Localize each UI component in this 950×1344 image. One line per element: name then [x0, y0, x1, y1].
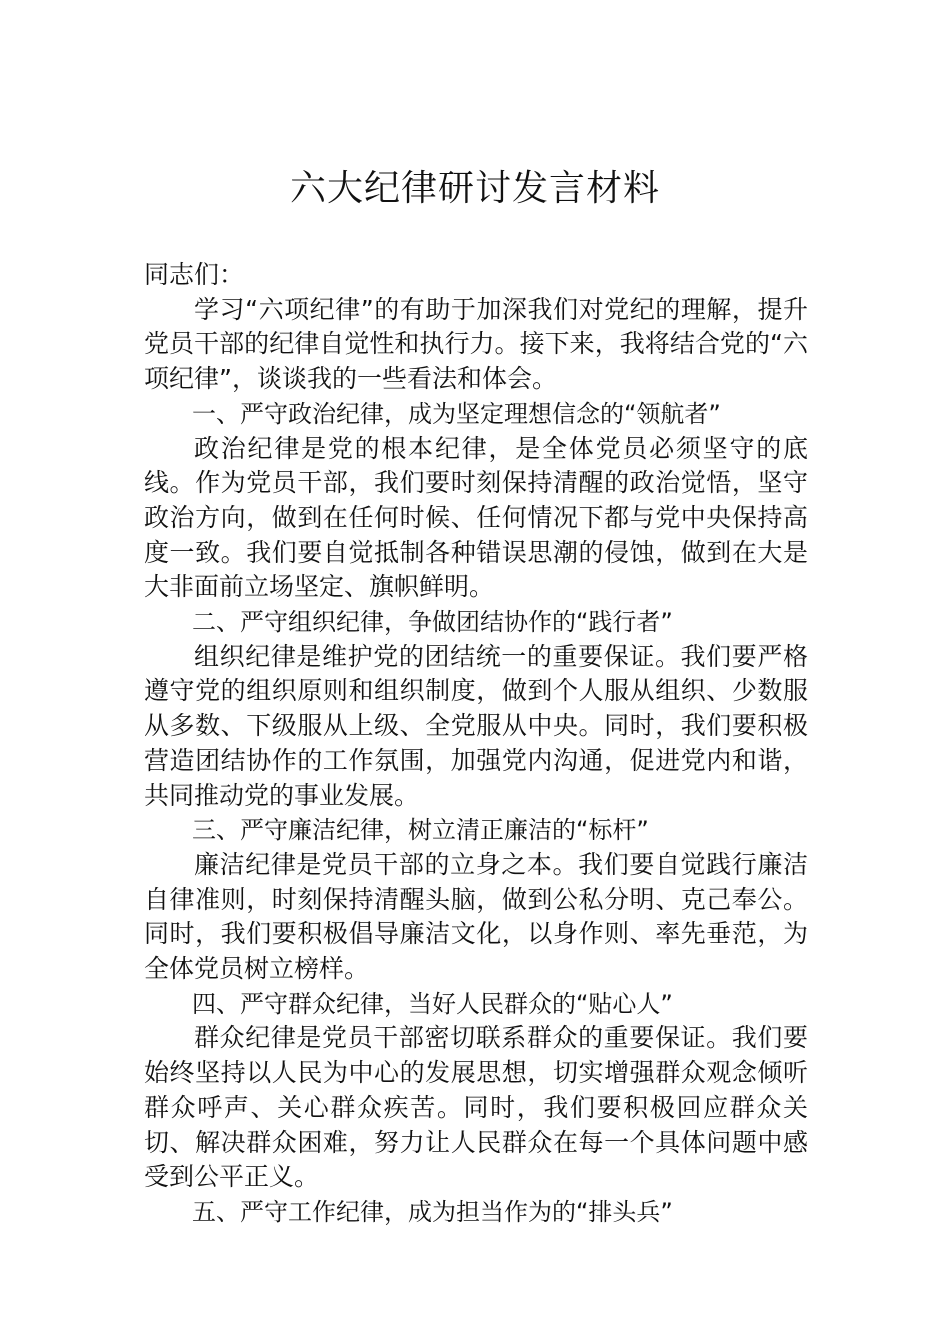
section-body-3: 廉洁纪律是党员干部的立身之本。我们要自觉践行廉洁自律准则，时刻保持清醒头脑，做到公私分明、克己奉公。同时，我们要积极倡导廉洁文化，以身作则、率先垂范，为全体党员树立榜样。 — [144, 849, 808, 984]
section-heading-2: 二、严守组织纪律，争做团结协作的“践行者” — [192, 608, 673, 637]
section-heading-4: 四、严守群众纪律，当好人民群众的“贴心人” — [192, 989, 673, 1018]
salutation: 同志们： — [144, 260, 245, 289]
section-body-4: 群众纪律是党员干部密切联系群众的重要保证。我们要始终坚持以人民为中心的发展思想，切实增强群众观念倾听群众呼声、关心群众疾苦。同时，我们要积极回应群众关切、解决群众困难，努力让人民群众在每一个具体问题中感受到公平正义。 — [144, 1023, 808, 1192]
intro-paragraph: 学习“六项纪律”的有助于加深我们对党纪的理解，提升党员干部的纪律自觉性和执行力。接下来，我将结合党的“六项纪律”，谈谈我的一些看法和体会。 — [144, 294, 808, 394]
document-body — [144, 258, 808, 1230]
section-heading-1: 一、严守政治纪律，成为坚定理想信念的“领航者” — [192, 399, 721, 428]
section-body-1: 政治纪律是党的根本纪律，是全体党员必须坚守的底线。作为党员干部，我们要时刻保持清醒的政治觉悟，坚守政治方向，做到在任何时候、任何情况下都与党中央保持高度一致。我们要自觉抵制各种错误思潮的侵蚀，做到在大是大非面前立场坚定、旗帜鲜明。 — [144, 433, 808, 602]
section-heading-3: 三、严守廉洁纪律，树立清正廉洁的“标杆” — [192, 816, 649, 845]
document-title: 六大纪律研讨发言材料 — [289, 168, 660, 209]
section-heading-5: 五、严守工作纪律，成为担当作为的“排头兵” — [192, 1197, 673, 1226]
section-body-2: 组织纪律是维护党的团结统一的重要保证。我们要严格遵守党的组织原则和组织制度，做到个人服从组织、少数服从多数、下级服从上级、全党服从中央。同时，我们要积极营造团结协作的工作氛围，加强党内沟通，促进党内和谐，共同推动党的事业发展。 — [144, 641, 808, 810]
